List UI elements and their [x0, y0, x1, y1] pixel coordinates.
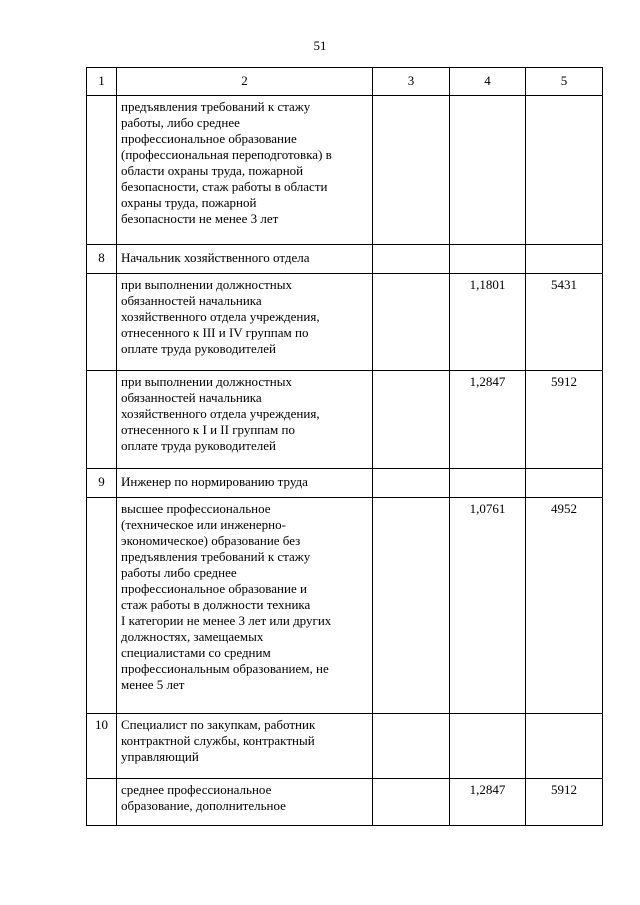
header-cell-1: 1 — [87, 68, 117, 96]
column-3-value — [373, 498, 450, 714]
salary-value: 5431 — [526, 274, 603, 371]
position-title: Инженер по нормированию труда — [117, 469, 373, 498]
row-number — [87, 96, 117, 245]
salary-value — [526, 469, 603, 498]
coefficient-value: 1,2847 — [450, 779, 526, 826]
coefficient-value — [450, 96, 526, 245]
column-3-value — [373, 274, 450, 371]
table-row — [87, 498, 603, 714]
header-cell-5: 5 — [526, 68, 603, 96]
table-row — [87, 274, 603, 371]
table-row — [87, 245, 603, 274]
salary-value — [526, 714, 603, 779]
position-description: при выполнении должностных обязанностей начальника хозяйственного отдела учреждения, отнесенного к III и IV группам по оплате труда руководителей — [117, 274, 373, 371]
position-title: Начальник хозяйственного отдела — [117, 245, 373, 274]
table-header-row — [87, 68, 603, 96]
header-cell-4: 4 — [450, 68, 526, 96]
column-3-value — [373, 96, 450, 245]
position-description: при выполнении должностных обязанностей начальника хозяйственного отдела учреждения, отнесенного к I и II группам по оплате труда руководителей — [117, 371, 373, 469]
coefficient-value: 1,0761 — [450, 498, 526, 714]
salary-value — [526, 96, 603, 245]
salary-value — [526, 245, 603, 274]
row-number: 9 — [87, 469, 117, 498]
salary-value: 5912 — [526, 371, 603, 469]
column-3-value — [373, 714, 450, 779]
coefficient-value: 1,1801 — [450, 274, 526, 371]
column-3-value — [373, 371, 450, 469]
coefficient-value: 1,2847 — [450, 371, 526, 469]
position-title: Специалист по закупкам, работник контрактной службы, контрактный управляющий — [117, 714, 373, 779]
header-cell-2: 2 — [117, 68, 373, 96]
row-number: 8 — [87, 245, 117, 274]
table-row — [87, 469, 603, 498]
header-cell-3: 3 — [373, 68, 450, 96]
coefficient-value — [450, 245, 526, 274]
salary-value: 5912 — [526, 779, 603, 826]
table-row — [87, 96, 603, 245]
column-3-value — [373, 245, 450, 274]
coefficient-value — [450, 469, 526, 498]
position-description: предъявления требований к стажу работы, либо среднее профессиональное образование (профессиональная переподготовка) в области охраны труда, пожарной безопасности, стаж работы в области охраны труда, пожарной безопасности не менее 3 лет — [117, 96, 373, 245]
row-number — [87, 371, 117, 469]
position-description: высшее профессиональное (техническое или инженерно- экономическое) образование без предъявления требований к стажу работы либо среднее профессиональное образование и стаж работы в должности техника I категории не менее 3 лет или других должностях, замещаемых специалистами со средним профессиональным образованием, не менее 5 лет — [117, 498, 373, 714]
salary-value: 4952 — [526, 498, 603, 714]
row-number — [87, 498, 117, 714]
salary-table — [86, 67, 603, 826]
row-number — [87, 779, 117, 826]
page-number: 51 — [313, 38, 327, 53]
row-number: 10 — [87, 714, 117, 779]
column-3-value — [373, 469, 450, 498]
table-row — [87, 779, 603, 826]
position-description: среднее профессиональное образование, дополнительное — [117, 779, 373, 826]
column-3-value — [373, 779, 450, 826]
table-row — [87, 371, 603, 469]
row-number — [87, 274, 117, 371]
coefficient-value — [450, 714, 526, 779]
table-row — [87, 714, 603, 779]
